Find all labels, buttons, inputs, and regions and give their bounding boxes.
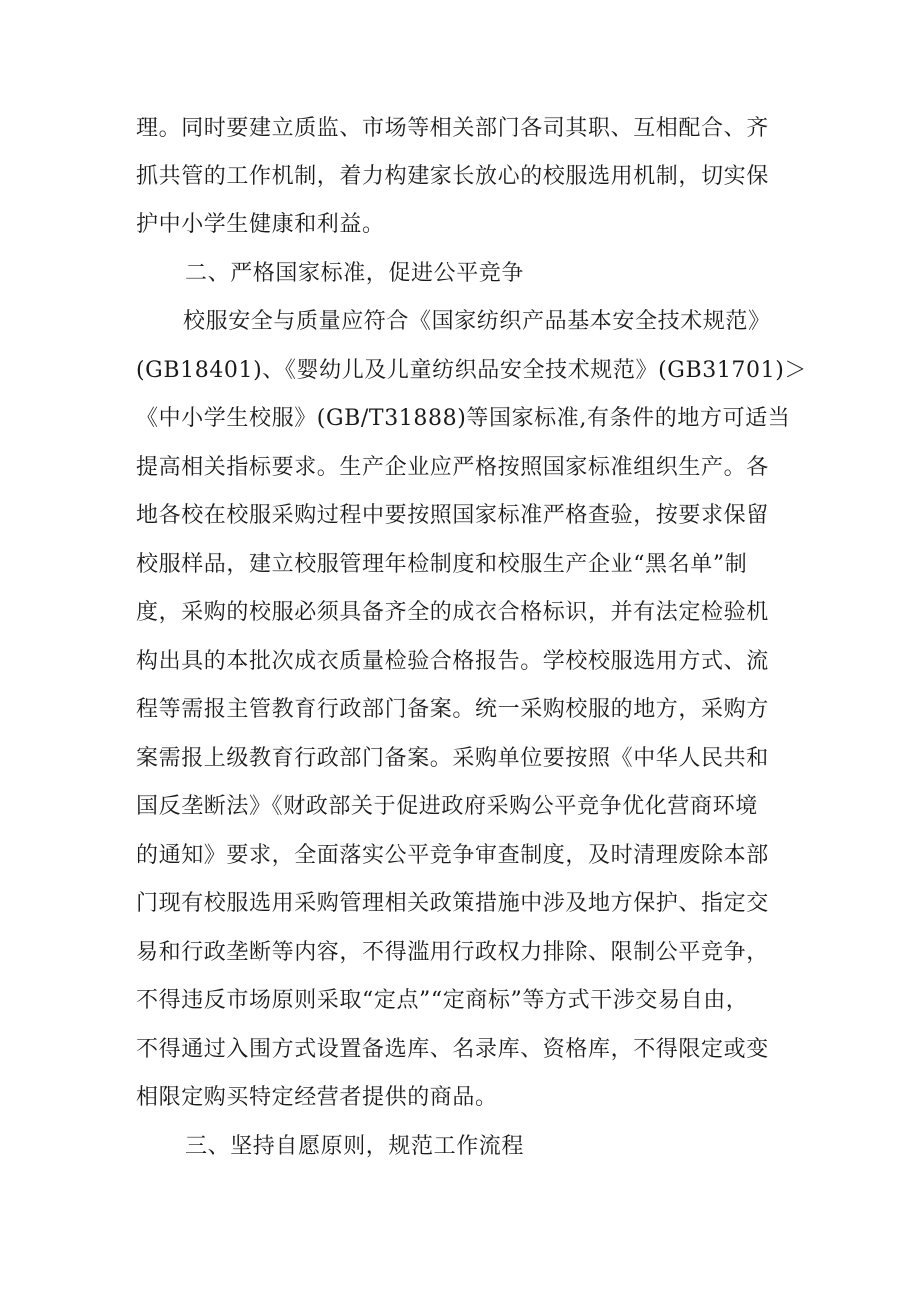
body-text-line: 国反垄断法》《财政部关于促进政府采购公平竞争优化营商环境 — [136, 794, 758, 819]
body-text-line: 程等需报主管教育行政部门备案。统一采购校服的地方，采购方 — [136, 697, 769, 722]
body-text-line: 度，采购的校服必须具备齐全的成衣合格标识，并有法定检验机 — [136, 600, 769, 625]
body-text-line: 相限定购买特定经营者提供的商品。 — [136, 1085, 498, 1110]
body-text-line: 地各校在校服采购过程中要按照国家标准严格查验，按要求保留 — [136, 503, 769, 528]
section-heading-2: 二、严格国家标准，促进公平竞争 — [185, 261, 525, 286]
body-text-line: 护中小学生健康和利益。 — [136, 212, 385, 237]
body-text-line: 的通知》要求，全面落实公平竞争审查制度，及时清理废除本部 — [136, 843, 769, 868]
body-text-line: 构出具的本批次成衣质量检验合格报告。学校校服选用方式、流 — [136, 649, 769, 674]
body-text-line: 《中小学生校服》(GB/T31888)等国家标准,有条件的地方可适当 — [136, 406, 791, 431]
body-text-line: 提高相关指标要求。生产企业应严格按照国家标准组织生产。各 — [136, 455, 769, 480]
section-heading-3: 三、坚持自愿原则，规范工作流程 — [185, 1134, 525, 1159]
body-text-line: 案需报上级教育行政部门备案。采购单位要按照《中华人民共和 — [136, 746, 769, 771]
body-text-line: 不得通过入围方式设置备选库、名录库、资格库，不得限定或变 — [136, 1037, 769, 1062]
body-text-line: 不得违反市场原则采取“定点”“定商标”等方式干涉交易自由， — [136, 988, 749, 1013]
body-text-line: 门现有校服选用采购管理相关政策措施中涉及地方保护、指定交 — [136, 891, 769, 916]
body-text-line: 校服样品，建立校服管理年检制度和校服生产企业“黑名单”制 — [136, 552, 748, 577]
body-text-line: (GB18401)、《婴幼儿及儿童纺织品安全技术规范》(GB31701)＞ — [136, 358, 807, 383]
body-text-line: 校服安全与质量应符合《国家纺织产品基本安全技术规范》 — [183, 309, 771, 334]
body-text-line: 理。同时要建立质监、市场等相关部门各司其职、互相配合、齐 — [136, 116, 769, 141]
body-text-line: 抓共管的工作机制，着力构建家长放心的校服选用机制，切实保 — [136, 164, 769, 189]
body-text-line: 易和行政垄断等内容，不得滥用行政权力排除、限制公平竞争， — [136, 940, 769, 965]
